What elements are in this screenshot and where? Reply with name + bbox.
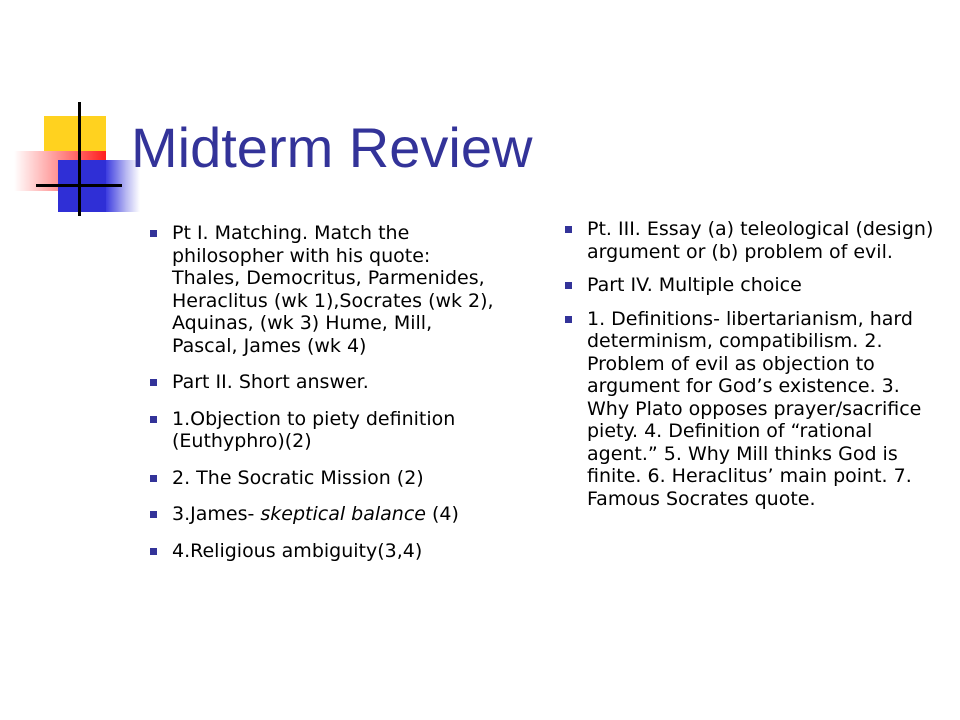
- list-item-text: Part II. Short answer.: [172, 371, 369, 393]
- list-item: [565, 274, 935, 297]
- square-bullet-icon: [150, 548, 157, 555]
- list-item: [150, 408, 495, 453]
- list-item: [150, 371, 495, 394]
- square-bullet-icon: [565, 282, 572, 289]
- right-column-list: [565, 218, 935, 521]
- list-item-text: 4.Religious ambiguity(3,4): [172, 539, 423, 562]
- square-bullet-icon: [150, 511, 157, 518]
- list-item-text: 2. The Socratic Mission (2): [172, 466, 424, 489]
- list-item: [150, 540, 495, 563]
- list-item-text: Pt I. Matching. Match the philosopher with his quote: Thales, Democritus, Parmenides, Heraclitus (wk 1),Socrates (wk 2), Aquinas, (wk 3) Hume, Mill, Pascal, James (wk 4): [172, 222, 494, 357]
- list-item: [565, 218, 935, 263]
- list-item: [150, 503, 495, 526]
- square-bullet-icon: [565, 226, 572, 233]
- left-column-list: [150, 222, 495, 576]
- list-item: [150, 467, 495, 490]
- horizontal-line: [36, 184, 122, 187]
- list-item-text: [172, 503, 459, 525]
- list-item-text: 1. Definitions- libertarianism, hard determinism, compatibilism. 2. Problem of evil as objection to argument for God’s existence. 3. Why Plato opposes prayer/sacrifice piety. 4. Definition of “rational agent.” 5. Why Mill thinks God is finite. 6. Heraclitus’ main point. 7. Famous Socrates quote.: [587, 307, 922, 510]
- list-item-text: Part IV. Multiple choice: [587, 274, 802, 296]
- square-bullet-icon: [150, 379, 157, 386]
- square-bullet-icon: [150, 230, 157, 237]
- square-bullet-icon: [565, 316, 572, 323]
- square-bullet-icon: [150, 416, 157, 423]
- list-item-suffix: (4): [425, 503, 459, 525]
- slide-title: Midterm Review: [131, 116, 533, 179]
- list-item-prefix: 3.James-: [172, 503, 261, 525]
- list-item-text: Pt. III. Essay (a) teleological (design) argument or (b) problem of evil.: [587, 218, 934, 263]
- list-item: [565, 308, 935, 511]
- list-item: [150, 222, 495, 357]
- list-item-text: 1.Objection to piety definition (Euthyphro)(2): [172, 407, 456, 452]
- square-bullet-icon: [150, 475, 157, 482]
- emphasis-text: skeptical balance: [260, 503, 426, 525]
- vertical-line: [78, 102, 81, 216]
